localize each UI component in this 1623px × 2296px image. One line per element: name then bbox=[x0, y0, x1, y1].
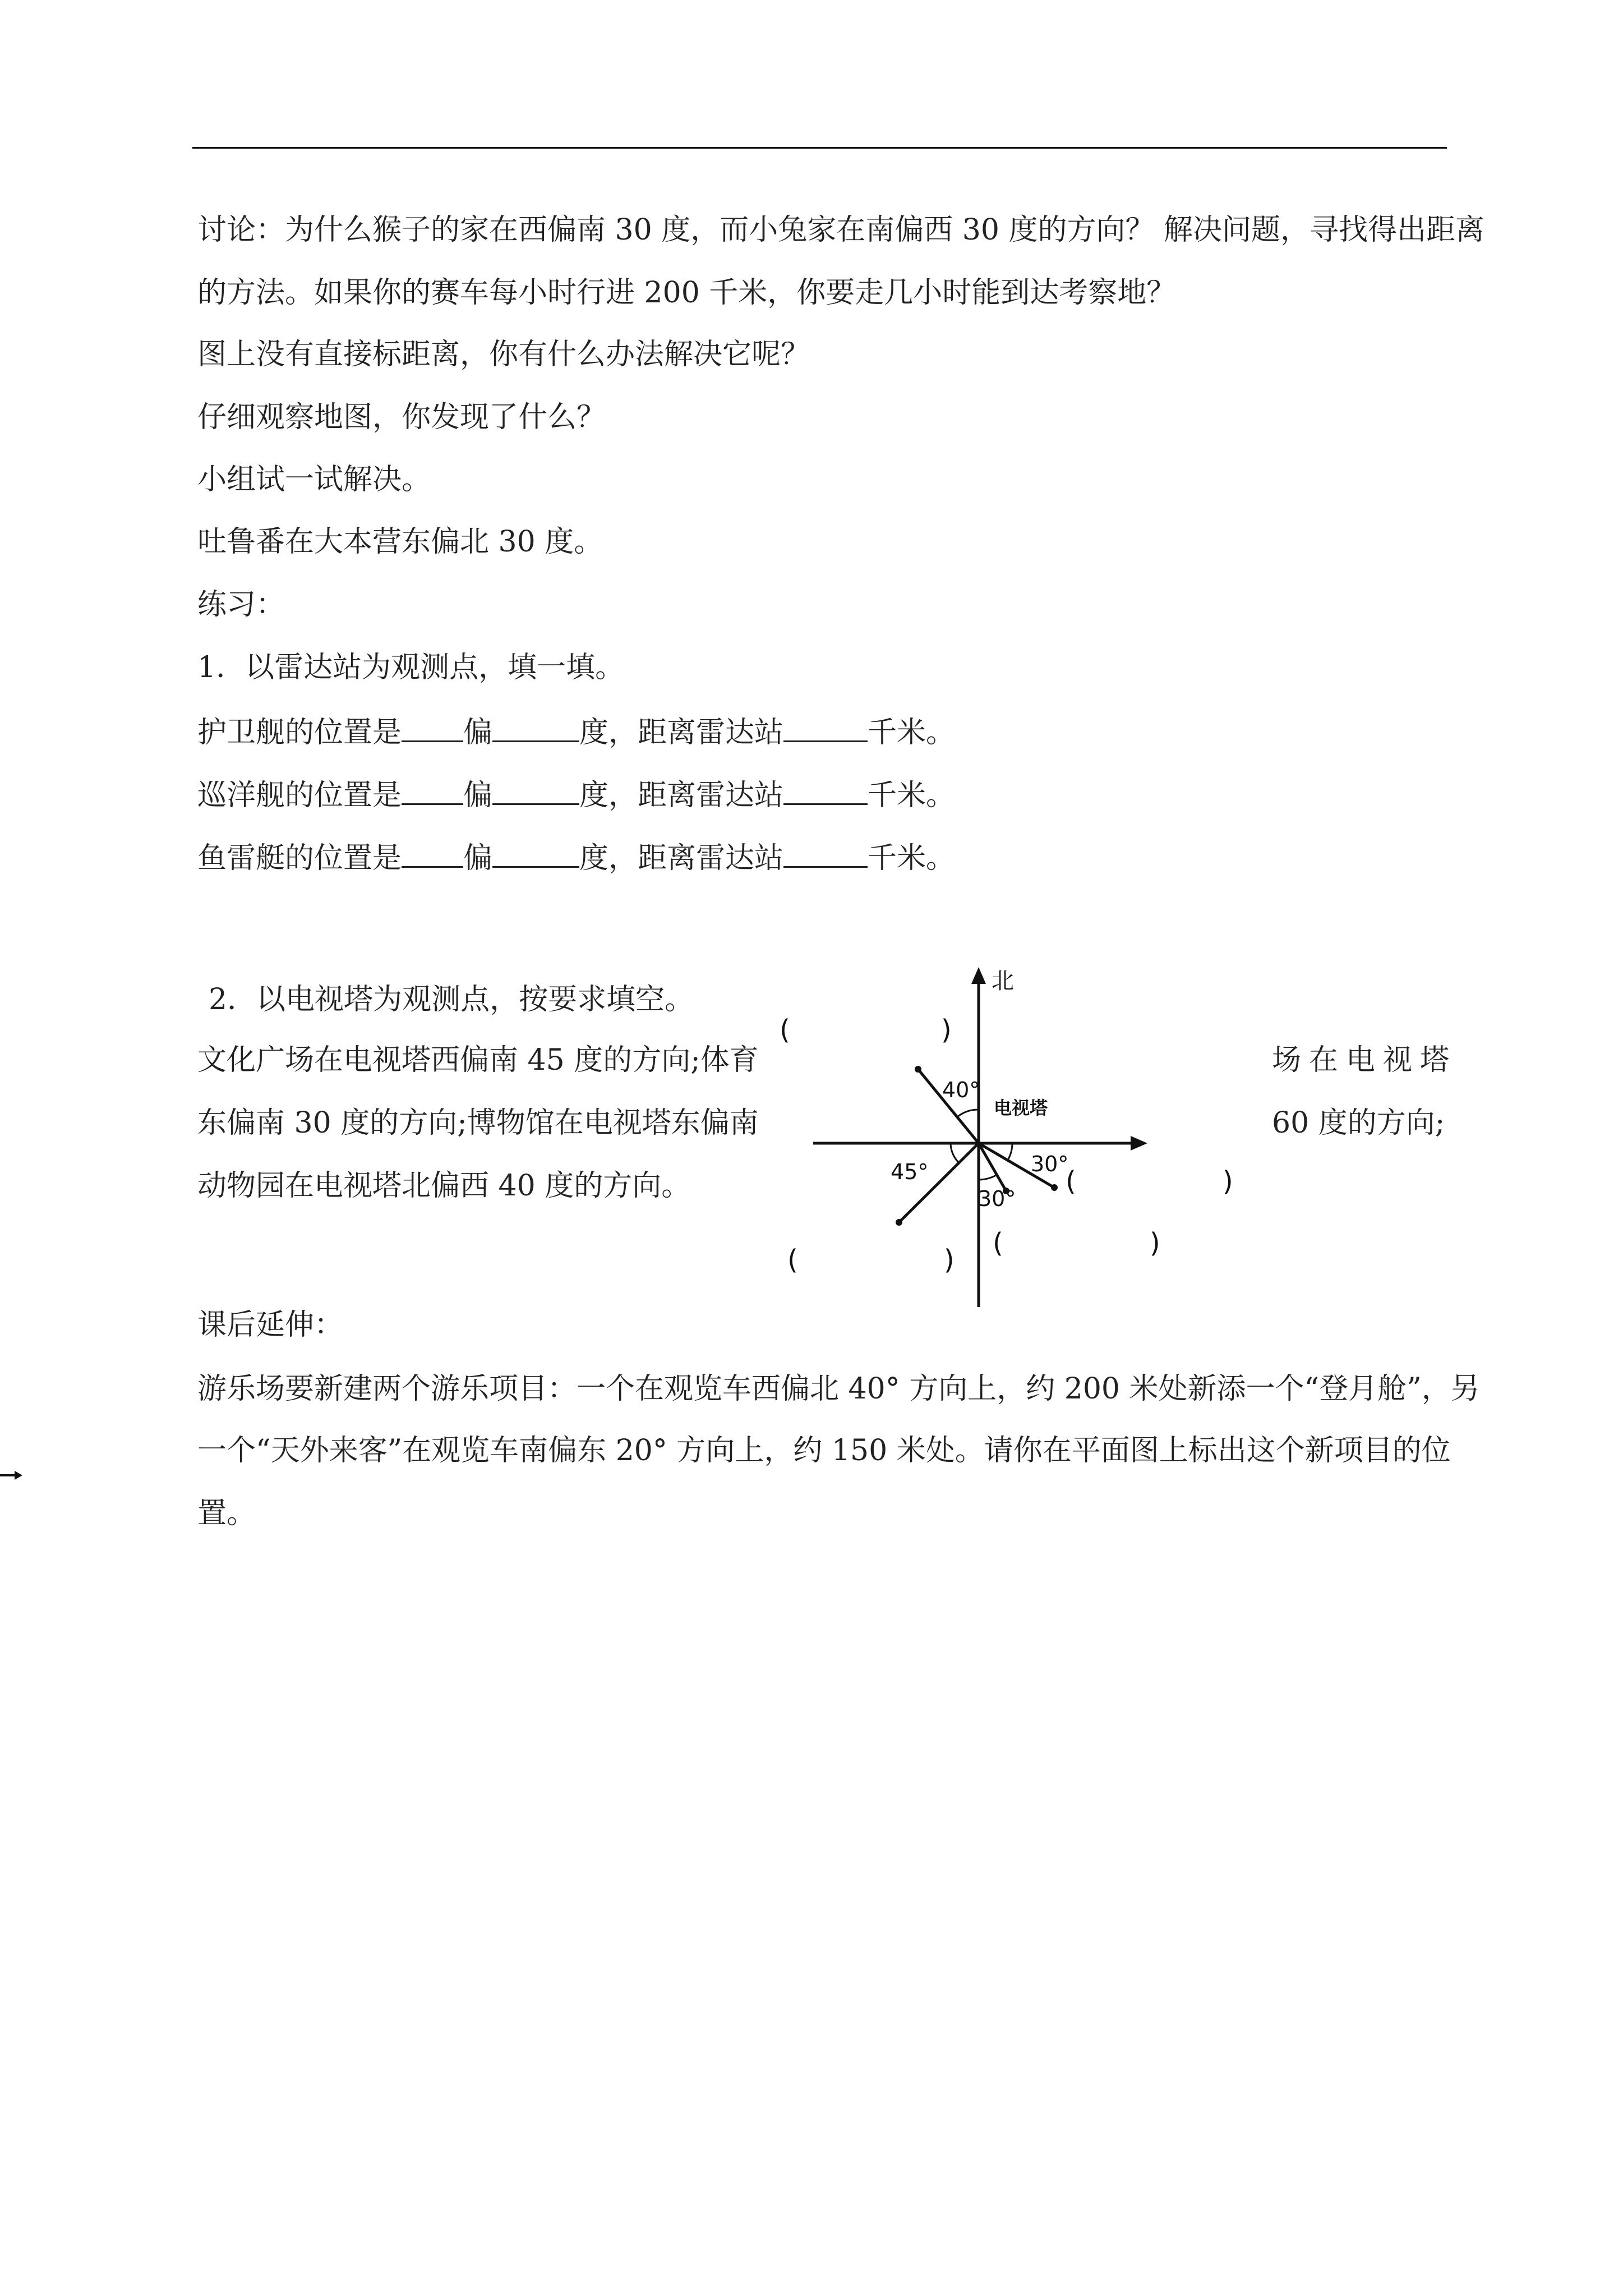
header-rule bbox=[192, 147, 1447, 149]
discussion-line-6: 吐鲁番在大本营东偏北 30 度。 bbox=[197, 525, 603, 559]
arc-east-30 bbox=[1008, 1143, 1012, 1160]
paren-close-right: ) bbox=[1223, 1166, 1233, 1197]
north-label: 北 bbox=[992, 968, 1014, 994]
discussion-line-1: 讨论：为什么猴子的家在西偏南 30 度，而小兔家在南偏西 30 度的方向？ 解决问题，寻找得出距离 bbox=[197, 213, 1484, 247]
distance-blank[interactable] bbox=[783, 839, 868, 868]
extension-line-2: 一个“天外来客”在观览车南偏东 20° 方向上，约 150 米处。请你在平面图上标出这个新项目的位 bbox=[197, 1434, 1451, 1467]
stadium-point bbox=[1051, 1184, 1058, 1191]
culture-square-point bbox=[896, 1219, 902, 1226]
practice-title: 练习： bbox=[197, 588, 285, 622]
extension-title: 课后延伸： bbox=[197, 1308, 344, 1342]
zoo-point bbox=[915, 1066, 921, 1073]
q2-text-left-3: 动物园在电视塔北偏西 40 度的方向。 bbox=[197, 1169, 691, 1203]
paren-open-bottom-left: ( bbox=[787, 1244, 798, 1276]
distance-blank[interactable] bbox=[783, 776, 868, 805]
degree-blank[interactable] bbox=[492, 839, 579, 868]
distance-blank[interactable] bbox=[783, 714, 868, 742]
angle-south-30-label: 30° bbox=[978, 1186, 1016, 1211]
compass-diagram bbox=[763, 959, 1267, 1318]
degree-blank[interactable] bbox=[492, 776, 579, 805]
discussion-line-3: 图上没有直接标距离，你有什么办法解决它呢？ bbox=[197, 338, 810, 371]
degree-blank[interactable] bbox=[492, 714, 579, 742]
angle-40-label: 40° bbox=[942, 1078, 980, 1102]
paren-open-right: ( bbox=[1066, 1166, 1076, 1197]
paren-open-bottom-center: ( bbox=[993, 1227, 1003, 1259]
q1-row-cruiser: 巡洋舰的位置是 偏 度，距离雷达站 千米。 bbox=[197, 776, 955, 812]
north-arrow-icon bbox=[971, 967, 986, 984]
arc-south-30 bbox=[979, 1175, 997, 1180]
q1-row-frigate: 护卫舰的位置是 偏 度，距离雷达站 千米。 bbox=[197, 714, 955, 749]
angle-45-label: 45° bbox=[891, 1159, 929, 1184]
q2-text-right-1: 场在电视塔 bbox=[1272, 1043, 1458, 1077]
extension-line-1: 游乐场要新建两个游乐项目：一个在观览车西偏北 40° 方向上，约 200 米处新添一个“登月舱”，另 bbox=[197, 1372, 1480, 1406]
angle-east-30-label: 30° bbox=[1031, 1152, 1069, 1176]
paren-close-bottom-center: ) bbox=[1150, 1227, 1160, 1259]
margin-arrow-icon bbox=[0, 1470, 22, 1481]
paren-close-top-left: ) bbox=[941, 1014, 952, 1046]
direction-blank[interactable] bbox=[402, 776, 463, 805]
discussion-line-4: 仔细观察地图，你发现了什么？ bbox=[197, 401, 606, 434]
q1-title: 1．以雷达站为观测点，填一填。 bbox=[197, 651, 625, 684]
paren-open-top-left: ( bbox=[780, 1014, 790, 1046]
discussion-line-5: 小组试一试解决。 bbox=[197, 463, 431, 496]
direction-blank[interactable] bbox=[402, 714, 463, 742]
direction-blank[interactable] bbox=[402, 839, 463, 868]
arc-40 bbox=[957, 1110, 979, 1117]
q2-text-left-1: 文化广场在电视塔西偏南 45 度的方向;体育 bbox=[197, 1043, 759, 1077]
q2-text-right-2: 60 度的方向; bbox=[1272, 1106, 1445, 1140]
q1-row-torpedo-boat: 鱼雷艇的位置是 偏 度，距离雷达站 千米。 bbox=[197, 839, 955, 875]
q2-text-left-2: 东偏南 30 度的方向;博物馆在电视塔东偏南 bbox=[197, 1106, 759, 1140]
paren-close-bottom-left: ) bbox=[944, 1244, 955, 1276]
discussion-line-2: 的方法。如果你的赛车每小时行进 200 千米，你要走几小时能到达考察地？ bbox=[197, 276, 1176, 310]
east-arrow-icon bbox=[1131, 1136, 1147, 1151]
q2-title: 2．以电视塔为观测点，按要求填空。 bbox=[209, 983, 694, 1016]
arc-45 bbox=[951, 1143, 959, 1163]
extension-line-3: 置。 bbox=[197, 1497, 256, 1530]
center-label: 电视塔 bbox=[994, 1097, 1048, 1119]
